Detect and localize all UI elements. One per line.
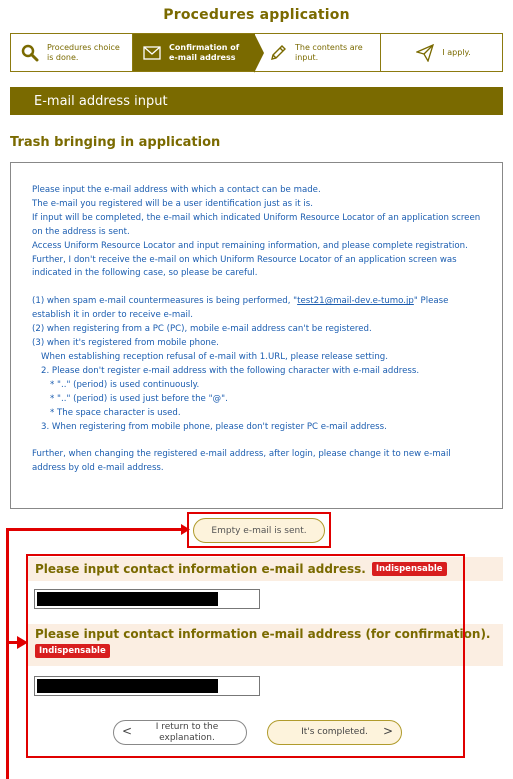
highlight-box-form [26, 554, 465, 758]
notice-line: The e-mail you registered will be a user identification just as it is. [32, 198, 313, 209]
return-button[interactable]: < I return to the explanation. [113, 720, 247, 745]
step-label: I apply. [442, 47, 471, 57]
step-label: The contents are input. [295, 42, 363, 62]
step-email-confirmation [133, 34, 255, 71]
complete-button[interactable]: It's completed. > [267, 720, 402, 745]
step-label: Procedures choice is done. [47, 42, 120, 62]
search-icon [21, 44, 39, 62]
required-badge: Indispensable [35, 644, 110, 658]
notice-item-1: (1) when spam e-mail countermeasures is being performed, "test21@mail-dev.e-tumo.jp" Please establish it in order to receive e-mail. [32, 296, 449, 321]
step-contents-input [255, 34, 381, 71]
annotation-arrow-icon [181, 524, 191, 535]
annotation-arrow-icon [17, 636, 29, 649]
page-title: Procedures application [163, 7, 350, 23]
notice-item-3: (3) when it's registered from mobile phone. [32, 338, 219, 349]
send-empty-mail-button[interactable]: Empty e-mail is sent. [193, 518, 325, 543]
required-badge: Indispensable [372, 562, 447, 576]
step-label: Confirmation of e-mail address [169, 42, 240, 62]
notice-sub-2: 2. Please don't register e-mail address with the following character with e-mail address. [41, 365, 420, 376]
step-apply [381, 34, 502, 71]
email-confirm-field-label: Please input contact information e-mail address (for confirmation). Indispensable [26, 624, 503, 666]
progress-steps [10, 33, 503, 72]
test-email-link[interactable]: test21@mail-dev.e-tumo.jp [297, 296, 414, 307]
envelope-icon [143, 44, 161, 62]
annotation-line [6, 528, 187, 531]
application-subtitle: Trash bringing in application [10, 135, 221, 150]
section-header: E-mail address input [10, 87, 503, 115]
notice-line: Access Uniform Resource Locator and input remaining information, and please complete registration. [32, 240, 468, 251]
email-field-label: Please input contact information e-mail address. Indispensable [26, 557, 503, 581]
notice-sub-1: When establishing reception refusal of e-mail with 1.URL, please release setting. [41, 351, 388, 362]
notice-box [10, 162, 503, 509]
notice-line: If input will be completed, the e-mail which indicated Uniform Resource Locator of an application screen on the address is sent. [32, 212, 481, 237]
pencil-icon [269, 44, 287, 62]
notice-sub-2a: * ".." (period) is used continuously. [50, 379, 200, 390]
notice-item-2: (2) when registering from a PC (PC), mobile e-mail address can't be registered. [32, 324, 372, 335]
chevron-right-icon: > [382, 724, 393, 738]
notice-sub-2c: * The space character is used. [50, 407, 181, 418]
chevron-left-icon: < [122, 724, 133, 738]
notice-sub-3: 3. When registering from mobile phone, please don't register PC e-mail address. [41, 421, 387, 432]
annotation-line [6, 528, 9, 779]
notice-footer: Further, when changing the registered e-mail address, after login, please change it to new e-mail address by old e-mail address. [32, 449, 451, 474]
notice-line: Further, I don't receive the e-mail on which Uniform Resource Locator of an application screen was indicated in the following case, so please be careful. [32, 254, 457, 279]
paper-plane-icon [416, 44, 434, 62]
notice-line: Please input the e-mail address with which a contact can be made. [32, 185, 321, 195]
step-procedures-choice [11, 34, 133, 71]
notice-sub-2b: * ".." (period) is used just before the "@". [50, 393, 228, 404]
